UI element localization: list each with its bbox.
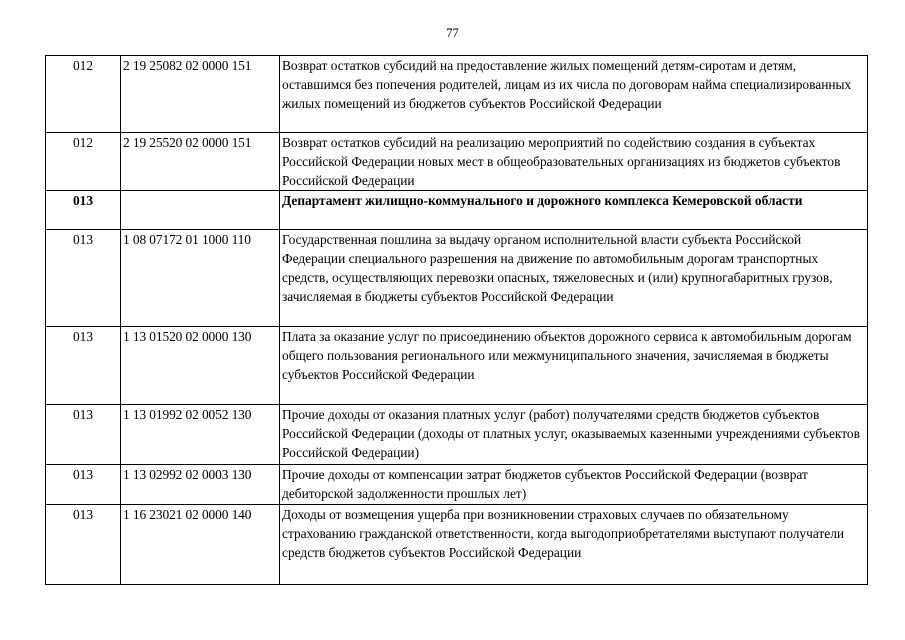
table-row: [46, 405, 868, 465]
budget-code-cell: 1 08 07172 01 1000 110: [121, 230, 280, 327]
table-row: [46, 327, 868, 405]
budget-code-cell: 1 16 23021 02 0000 140: [121, 505, 280, 585]
admin-code-cell: 012: [46, 56, 121, 133]
revenue-name-cell: Плата за оказание услуг по присоединению объектов дорожного сервиса к автомобильным дорогам общего пользования регионального или межмуниципального значения, зачисляемая в бюджеты субъектов Российской Федерации: [280, 327, 868, 405]
table-row: [46, 465, 868, 505]
budget-code-cell: 1 13 01520 02 0000 130: [121, 327, 280, 405]
revenue-name-cell: Доходы от возмещения ущерба при возникновении страховых случаев по обязательному страхованию гражданской ответственности, когда выгодоприобретателями выступают получатели средств бюджетов субъектов Российской Федерации: [280, 505, 868, 585]
table-row: [46, 505, 868, 585]
admin-code-cell: 013: [46, 327, 121, 405]
admin-code-cell: 013: [46, 230, 121, 327]
table-row: [46, 230, 868, 327]
revenue-name-cell: Прочие доходы от оказания платных услуг (работ) получателями средств бюджетов субъектов Российской Федерации (доходы от платных услуг, оказываемых казенными учреждениями субъектов Российской Федерации): [280, 405, 868, 465]
budget-code-cell: 1 13 02992 02 0003 130: [121, 465, 280, 505]
admin-code-cell: 012: [46, 133, 121, 191]
department-name-cell: Департамент жилищно-коммунального и дорожного комплекса Кемеровской области: [280, 191, 868, 230]
budget-code-cell: 2 19 25082 02 0000 151: [121, 56, 280, 133]
budget-code-cell: 2 19 25520 02 0000 151: [121, 133, 280, 191]
admin-code-cell: 013: [46, 465, 121, 505]
revenue-name-cell: Государственная пошлина за выдачу органом исполнительной власти субъекта Российской Федерации специального разрешения на движение по автомобильным дорогам транспортных средств, осуществляющих перевозки опасных, тяжеловесных и (или) крупногабаритных грузов, зачисляемая в бюджеты субъектов Российской Федерации: [280, 230, 868, 327]
revenue-name-cell: Возврат остатков субсидий на реализацию мероприятий по содействию создания в субъектах Российской Федерации новых мест в общеобразовательных организациях из бюджетов субъектов Российской Федерации: [280, 133, 868, 191]
table-row-department: [46, 191, 868, 230]
budget-code-cell: [121, 191, 280, 230]
table-row: [46, 133, 868, 191]
admin-code-cell: 013: [46, 191, 121, 230]
revenue-name-cell: Возврат остатков субсидий на предоставление жилых помещений детям-сиротам и детям, оставшимся без попечения родителей, лицам из их числа по договорам найма специализированных жилых помещений из бюджетов субъектов Российской Федерации: [280, 56, 868, 133]
page-number: 77: [446, 26, 459, 40]
admin-code-cell: 013: [46, 505, 121, 585]
admin-code-cell: 013: [46, 405, 121, 465]
budget-code-cell: 1 13 01992 02 0052 130: [121, 405, 280, 465]
budget-classification-table: [45, 55, 868, 585]
table-row: [46, 56, 868, 133]
revenue-name-cell: Прочие доходы от компенсации затрат бюджетов субъектов Российской Федерации (возврат дебиторской задолженности прошлых лет): [280, 465, 868, 505]
